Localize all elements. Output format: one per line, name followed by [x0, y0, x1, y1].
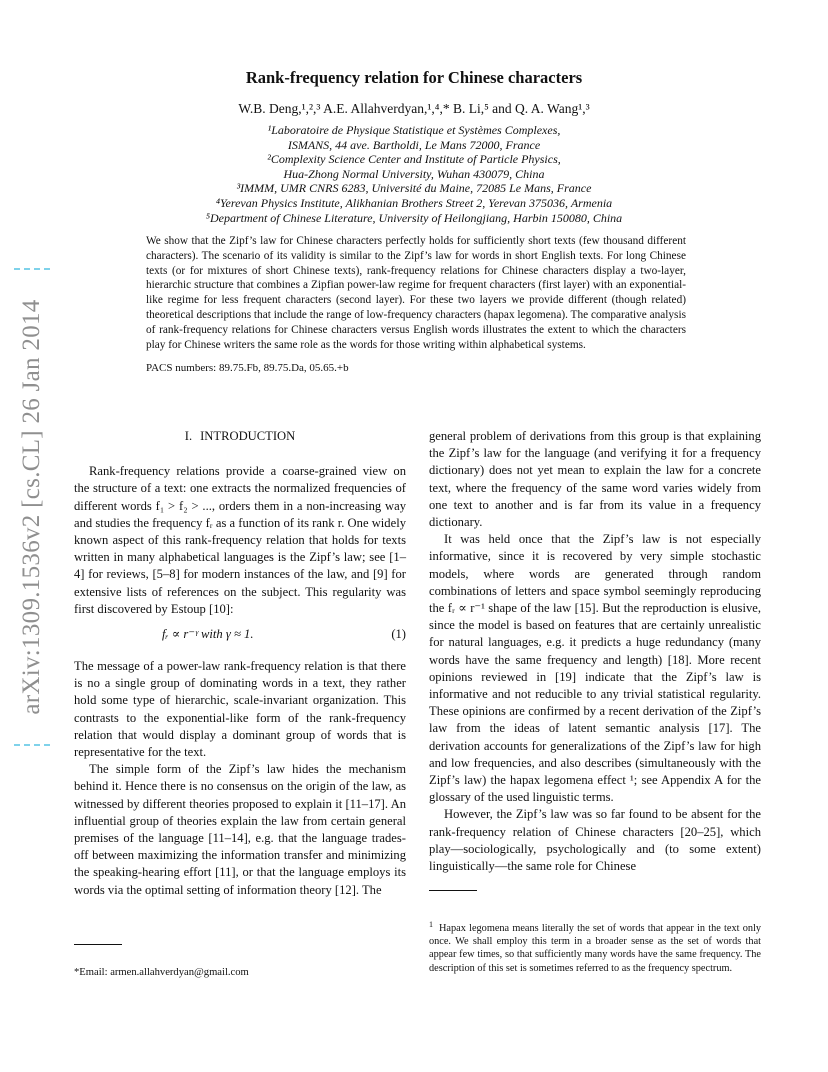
footnote-text: Hapax legomena means literally the set of words that appear in the text only once. We shall employ this term in a broader sense as the set of words that appear few times, so that sufficiently many words have the same frequency. The description of this set is sometimes referred to as the frequency spectrum. — [429, 923, 761, 974]
section-title: INTRODUCTION — [200, 429, 296, 443]
body-paragraph: It was held once that the Zipf’s law is not especially informative, since it is recovered by very simple stochastic models, where words are generated through random combinations of letters and space symbol seemingly reproducing the fᵣ ∝ r⁻¹ shape of the law [15]. But the reproduction is elusive, since the model is based on features that are certainly unrealistic for natural languages, e.g. it predicts a huge redundancy (many words have the same frequency and length) [18]. More recent opinions reviewed in [19] indicate that the Zipf’s law is informative and not reducible to any trivial statistical regularity. These opinions are confirmed by a recent derivation of the Zipf’s law from the ideas of latent semantic analysis [17]. The derivation accounts for generalizations of the Zipf’s law for high and low frequencies, and also describes (simultaneously with the Zipf’s law) the hapax legomena effect ¹; see Appendix A for the glossary of the used linguistic terms. — [429, 532, 761, 805]
affiliation-line: ⁵Department of Chinese Literature, University of Heilongjiang, Harbin 150080, China — [205, 210, 623, 225]
affiliations — [0, 123, 828, 225]
intro-paragraph: Rank-frequency relations provide a coarse-grained view on the structure of a text: one extracts the normalized frequencies of different words f₁ > f₂ > ..., orders them in a non-increasing way and studies the frequency fᵣ as a function of its rank r. One widely known aspect of this rank-frequency relation that holds for texts written in many alphabetical languages is the Zipf’s law; see [1–4] for reviews, [5–8] for modern instances of the law, and [9] for extensive lists of references on the subject. This regularity was first discovered by Estoup [10]: — [74, 464, 406, 616]
right-column — [429, 428, 761, 875]
email-footnote: *Email: armen.allahverdyan@gmail.com — [74, 967, 249, 978]
body-paragraph: The message of a power-law rank-frequency relation is that there is no a single group of dominating words in a text, they rather hold some type of hierarchic, scale-invariant organization. This contrasts to the exponential-like form of the rank-frequency relation that would display a dominant group of words that is representative for the text. — [74, 659, 406, 760]
affiliation-line: ⁴Yerevan Physics Institute, Alikhanian Brothers Street 2, Yerevan 375036, Armenia — [215, 195, 613, 210]
affiliation-line: ISMANS, 44 ave. Bartholdi, Le Mans 72000, France — [287, 137, 541, 152]
equation-1 — [74, 626, 406, 648]
equation-body: fᵣ ∝ r⁻ᵞ with γ ≈ 1. — [162, 627, 254, 642]
section-heading — [74, 428, 406, 445]
arxiv-identifier: arXiv:1309.1536v2 [cs.CL] 26 Jan 2014 — [18, 299, 45, 715]
hapax-footnote — [429, 918, 761, 975]
section-number: I. — [184, 429, 193, 443]
affiliation-line: ³IMMM, UMR CNRS 6283, Université du Maine, 72085 Le Mans, France — [236, 181, 592, 196]
affiliation-line: ¹Laboratoire de Physique Statistique et Systèmes Complexes, — [267, 123, 561, 137]
pacs-numbers: PACS numbers: 89.75.Fb, 89.75.Da, 05.65.+b — [146, 362, 349, 374]
paper-title: Rank-frequency relation for Chinese characters — [245, 68, 583, 87]
footnote-rule-left — [74, 944, 122, 945]
body-paragraph: general problem of derivations from this group is that explaining the Zipf’s law for the language (and verifying it for a frequency dictionary) does not yet mean to explain the law for a concrete text, where the frequency of the same word varies widely from one text to another and is far from its value in a frequency dictionary. — [429, 429, 761, 530]
footnote-marker: 1 — [429, 920, 433, 929]
body-paragraph: The simple form of the Zipf’s law hides the mechanism behind it. Hence there is no consensus on the origin of the law, as witnessed by different theories proposed to explain it [11–17]. An influential group of theories explain the law from certain general premises of the language [11–14], e.g. that the language trades-off between maximizing the information transfer and minimizing the speaking-hearing effort [11], or that the language employs its words via the optimal setting of information theory [12]. The — [74, 762, 406, 897]
author-list: W.B. Deng,¹,²,³ A.E. Allahverdyan,¹,⁴,* B. Li,⁵ and Q. A. Wang¹,³ — [238, 101, 590, 116]
affiliation-line: ²Complexity Science Center and Institute of Particle Physics, — [267, 152, 561, 167]
body-paragraph: However, the Zipf’s law was so far found to be absent for the rank-frequency relation of Chinese characters [20–25], which play—sociologically, psychologically and (to some extent) linguistically—the same role for Chinese — [429, 807, 761, 874]
footnote-rule-right — [429, 890, 477, 891]
affiliation-line: Hua-Zhong Normal University, Wuhan 430079, China — [283, 166, 545, 181]
abstract: We show that the Zipf’s law for Chinese characters perfectly holds for sufficiently short texts (few thousand different characters). The scenario of its validity is similar to the Zipf’s law for words in short English texts. For long Chinese texts (or for mixtures of short Chinese texts), rank-frequency relations for Chinese characters display a two-layer, hierarchic structure that combines a Zipfian power-law regime for frequent characters (first layer) with an exponential-like regime for less frequent characters (second layer). For these two layers we provide different (though related) theoretical descriptions that include the range of low-frequency characters (hapax legomena). The comparative analysis of rank-frequency relations for Chinese characters versus English words illustrates the extent to which the characters play for Chinese writers the same role as the words for those writing within alphabetical systems. — [146, 235, 686, 351]
equation-number: (1) — [391, 627, 406, 642]
left-column — [74, 428, 406, 899]
